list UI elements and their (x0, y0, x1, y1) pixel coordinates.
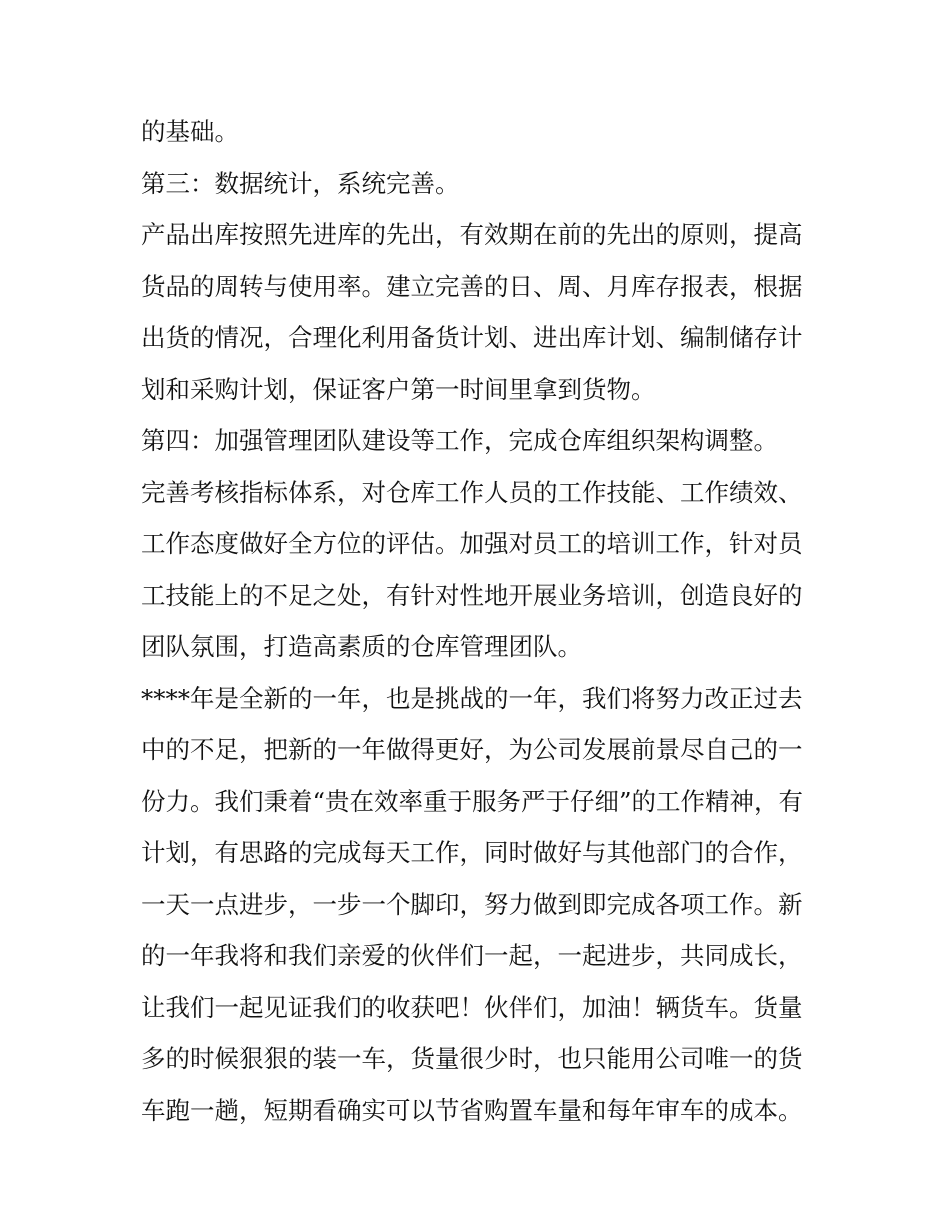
text-line: 车跑一趟，短期看确实可以节省购置车量和每年审车的成本。 (141, 1095, 803, 1125)
section-heading-fourth: 第四：加强管理团队建设等工作，完成仓库组织架构调整。 (141, 426, 778, 455)
text-line: 份力。我们秉着“贵在效率重于服务严于仔细”的工作精神，有 (141, 786, 804, 816)
text-line: 货品的周转与使用率。建立完善的日、周、月库存报表，根据 (141, 271, 803, 301)
text-line: 的一年我将和我们亲爱的伙伴们一起，一起进步，共同成长， (141, 941, 803, 970)
text-line: 让我们一起见证我们的收获吧！伙伴们，加油！辆货车。货量 (141, 992, 803, 1022)
text-line: 的基础。 (141, 117, 239, 146)
text-line: 团队氛围，打造高素质的仓库管理团队。 (141, 632, 582, 661)
document-body (141, 106, 821, 1136)
text-line: 产品出库按照先进库的先出，有效期在前的先出的原则，提高 (141, 220, 803, 249)
text-line: 多的时候狠狠的装一车，货量很少时，也只能用公司唯一的货 (141, 1044, 803, 1073)
text-line: 划和采购计划，保证客户第一时间里拿到货物。 (141, 374, 656, 404)
text-line: 中的不足，把新的一年做得更好，为公司发展前景尽自己的一 (141, 735, 803, 764)
text-line: 工技能上的不足之处，有针对性地开展业务培训，创造良好的 (141, 580, 803, 610)
text-line: 完善考核指标体系，对仓库工作人员的工作技能、工作绩效、 (141, 477, 803, 507)
text-line: 出货的情况，合理化利用备货计划、进出库计划、编制储存计 (141, 323, 803, 352)
text-line: 工作态度做好全方位的评估。加强对员工的培训工作，针对员 (141, 529, 803, 558)
section-heading-third: 第三：数据统计，系统完善。 (141, 168, 460, 198)
text-line: 一天一点进步，一步一个脚印，努力做到即完成各项工作。新 (141, 889, 803, 919)
text-line: 计划，有思路的完成每天工作，同时做好与其他部门的合作， (141, 838, 803, 867)
text-line: ****年是全新的一年，也是挑战的一年，我们将努力改正过去 (141, 683, 803, 713)
